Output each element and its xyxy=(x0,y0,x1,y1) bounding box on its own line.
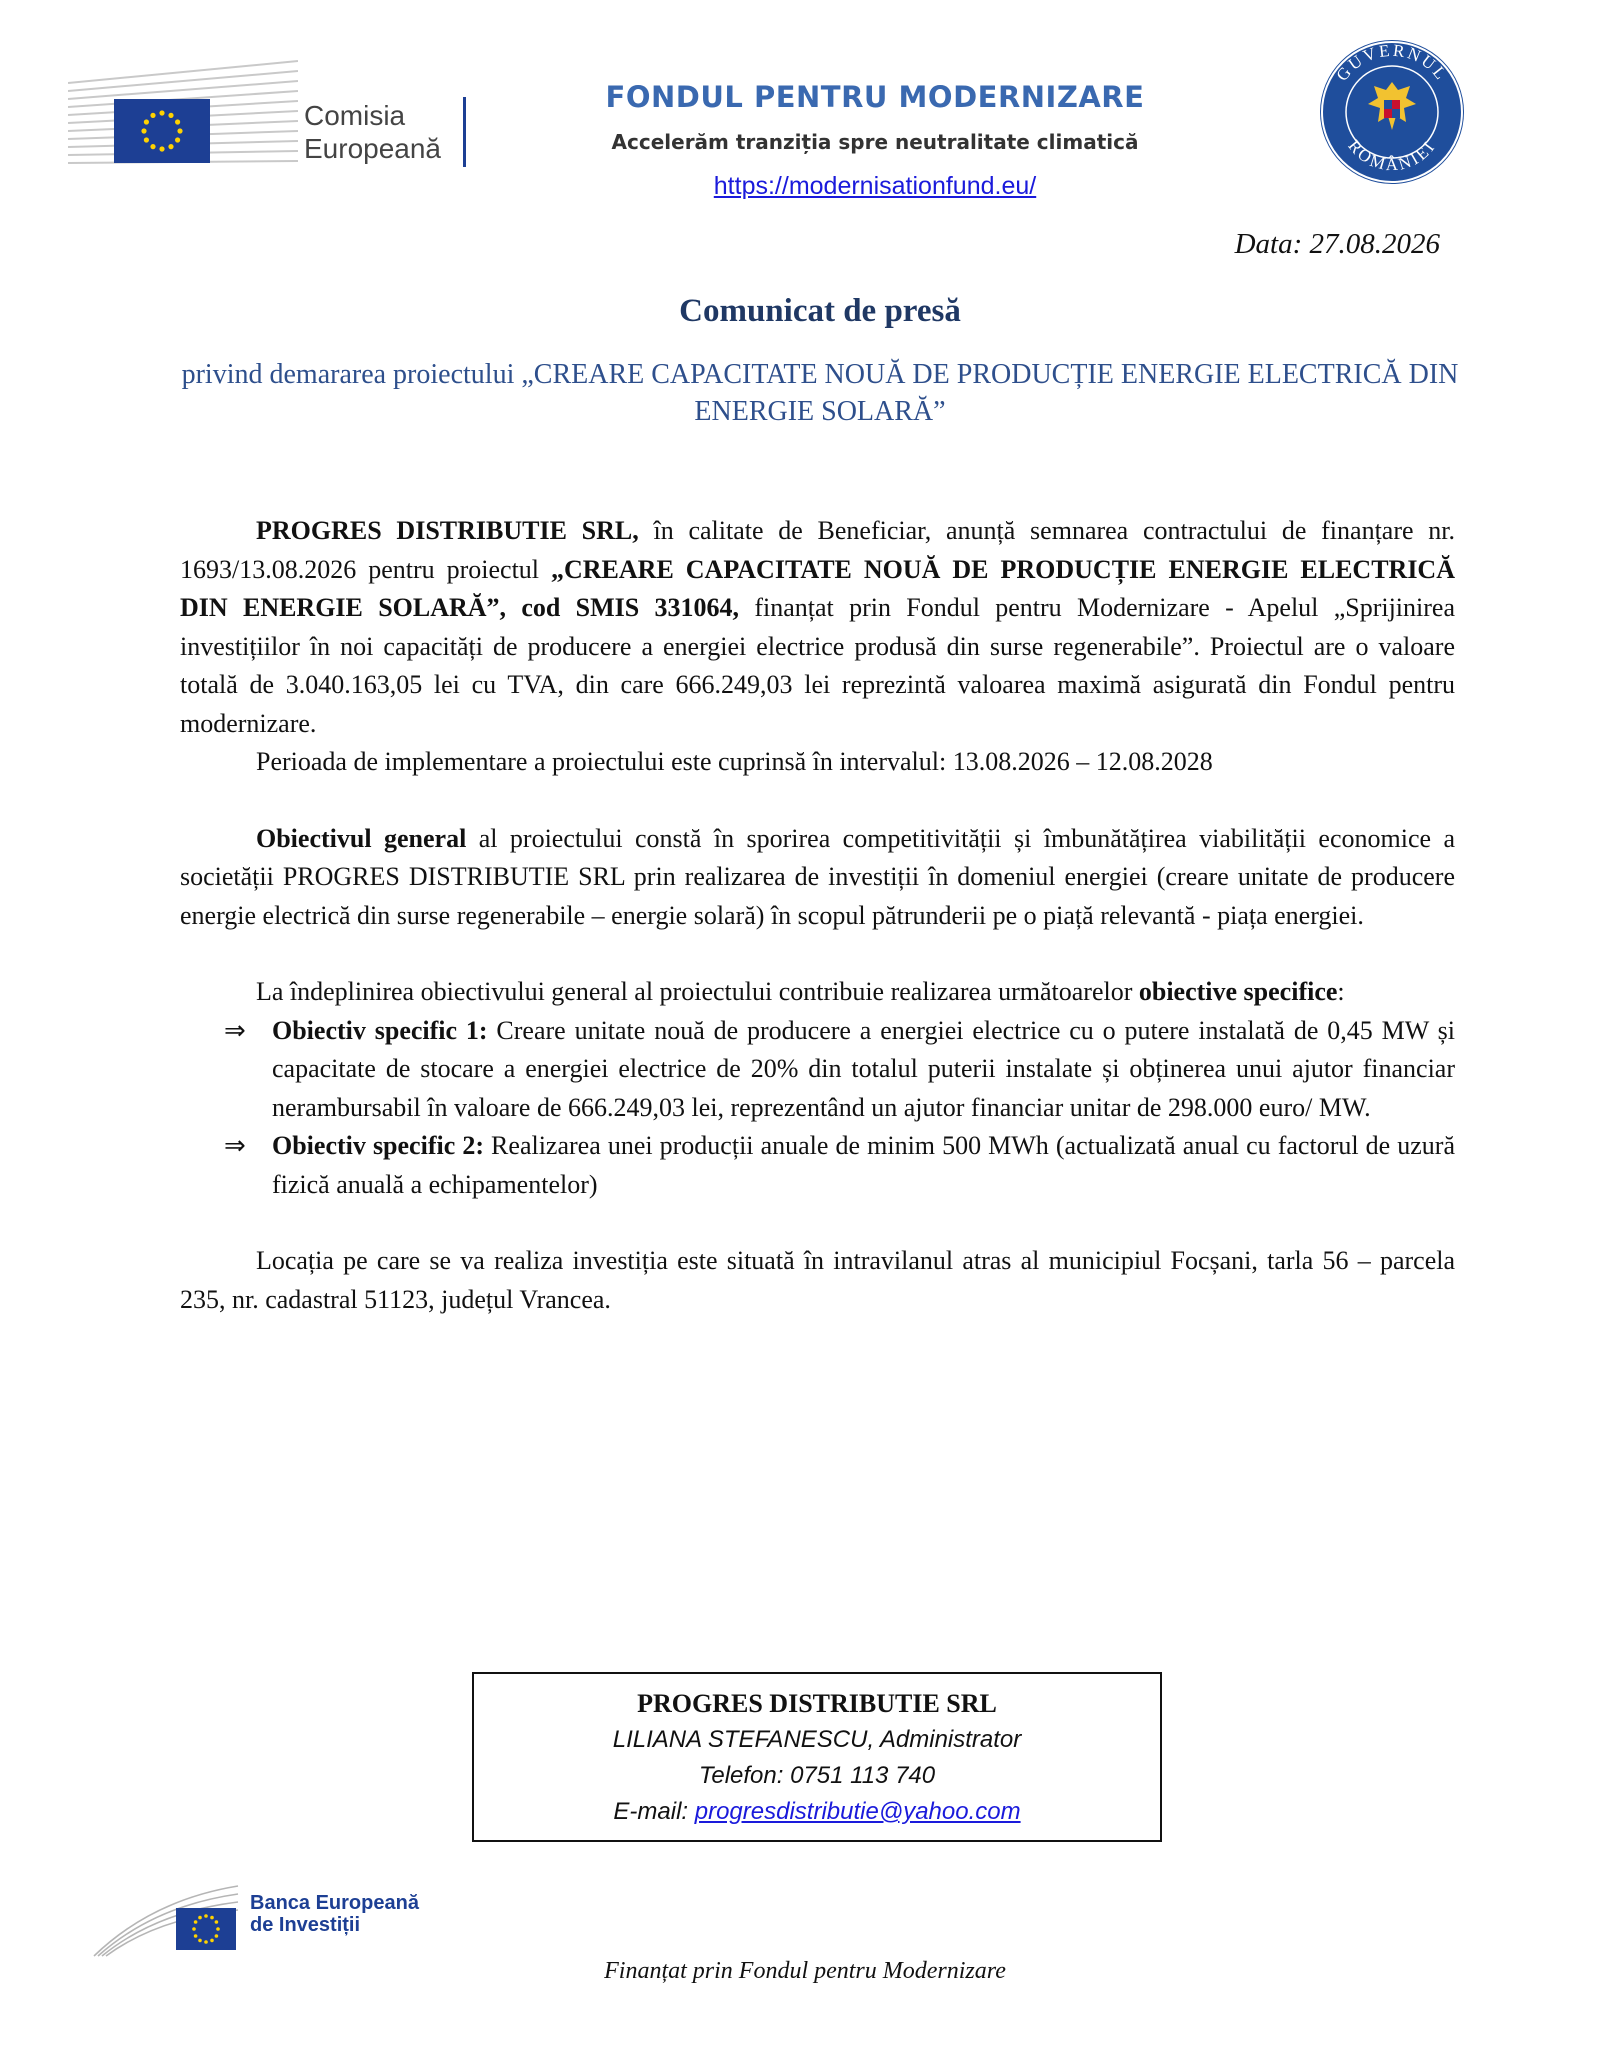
svg-text:GUVERNUL: GUVERNUL xyxy=(1332,40,1452,85)
ec-logo-divider xyxy=(463,97,466,167)
paragraph-general-objective xyxy=(180,820,1455,936)
contact-email-link[interactable]: progresdistributie@yahoo.com xyxy=(694,1798,1021,1825)
objective-item xyxy=(180,1012,1455,1128)
eu-flag-icon xyxy=(114,99,210,163)
eib-line1: Banca Europeană xyxy=(250,1892,419,1914)
paragraph-announcement xyxy=(180,512,1455,743)
eib-logo-text xyxy=(250,1892,419,1936)
document-date: Data: 27.08.2026 xyxy=(1234,228,1440,260)
paragraph-implementation-period: Perioada de implementare a proiectului este cuprinsă în intervalul: 13.08.2026 – 12.08.2028 xyxy=(256,747,1213,776)
fund-title: FONDUL PENTRU MODERNIZARE xyxy=(605,80,1145,114)
specific-objectives-colon: : xyxy=(1337,977,1345,1006)
press-release-title: Comunicat de presă xyxy=(679,293,961,329)
press-release-subtitle: privind demararea proiectului „CREARE CAPACITATE NOUĂ DE PRODUCȚIE ENERGIE ELECTRICĂ DIN ENERGIE SOLARĂ” xyxy=(181,359,1459,427)
fund-website-link[interactable]: https://modernisationfund.eu/ xyxy=(713,172,1037,200)
footer-funding-note: Finanțat prin Fondul pentru Modernizare xyxy=(604,1958,1006,1984)
eib-logo xyxy=(92,1880,432,1960)
objective-label: Obiectiv specific 1: xyxy=(272,1015,488,1045)
european-commission-logo xyxy=(68,55,468,171)
fund-subtitle: Accelerăm tranziția spre neutralitate climatică xyxy=(611,130,1139,154)
objective-text: Realizarea unei producții anuale de minim 500 MWh (actualizată anual cu factorul de uzură fizică anuală a echipamentelor) xyxy=(272,1131,1455,1199)
contact-email-label: E-mail: xyxy=(613,1798,695,1825)
contact-phone: Telefon: 0751 113 740 xyxy=(698,1762,936,1789)
contact-email-line xyxy=(474,1794,1160,1830)
ec-logo-line1: Comisia xyxy=(304,100,406,131)
eib-line2: de Investiții xyxy=(250,1914,361,1936)
contact-person: LILIANA STEFANESCU, Administrator xyxy=(612,1726,1022,1753)
arrow-bullet-icon: ⇒ xyxy=(224,1015,246,1045)
specific-objectives-label: obiective specifice xyxy=(1138,977,1338,1006)
press-release-body xyxy=(180,512,1455,1319)
ec-logo-line2: Europeană xyxy=(304,133,442,164)
general-objective-label: Obiectivul general xyxy=(256,823,467,853)
paragraph-specific-objectives-intro xyxy=(180,973,1455,1012)
announcement-text-1: în calitate de Beneficiar, anunță semnarea contractului de finanțare nr. 1693/13.08.2026 pentru proiectul xyxy=(180,516,1456,584)
government-of-romania-seal-icon xyxy=(1318,38,1466,186)
specific-objectives-intro-text: La îndeplinirea obiectivului general al proiectului contribuie realizarea următoarelor xyxy=(256,977,1139,1006)
company-name: PROGRES DISTRIBUTIE SRL, xyxy=(256,516,639,545)
objective-item xyxy=(180,1127,1455,1204)
svg-text:ROMÂNIEI: ROMÂNIEI xyxy=(1344,136,1440,175)
arrow-bullet-icon: ⇒ xyxy=(224,1131,246,1160)
project-name: „CREARE CAPACITATE NOUĂ DE PRODUCȚIE ENERGIE ELECTRICĂ DIN ENERGIE SOLARĂ”, cod SMIS 331064, xyxy=(180,554,1455,622)
general-objective-text: al proiectului constă în sporirea competitivității și îmbunătățirea viabilității economice a societății PROGRES DISTRIBUTIE SRL prin realizarea de investiții în domeniul energiei (creare unitate de producere energie electrică din surse regenerabile – energie solară) în scopul pătrunderii pe o piață relevantă - piața energiei. xyxy=(180,823,1455,930)
objective-text: Creare unitate nouă de producere a energiei electrice cu o putere instalată de 0,45 MW și capacitate de stocare a energiei electrice de 20% din totalul puterii instalate și obținerea unui ajutor financiar nerambursabil în valoare de 666.249,03 lei, reprezentând un ajutor financiar unitar de 298.000 euro/ MW. xyxy=(272,1015,1455,1122)
objective-label: Obiectiv specific 2: xyxy=(272,1131,484,1160)
ec-logo-text xyxy=(304,99,441,165)
contact-box xyxy=(472,1672,1162,1842)
eib-graphic-icon xyxy=(92,1880,242,1960)
announcement-text-2: finanțat prin Fondul pentru Modernizare - Apelul „Sprijinirea investițiilor în noi capacități de producere a energiei electrice produsă din surse regenerabile”. Proiectul are o valoare totală de 3.040.163,05 lei cu TVA, din care 666.249,03 lei reprezintă valoarea maximă asigurată din Fondul pentru modernizare. xyxy=(180,593,1455,738)
paragraph-location: Locația pe care se va realiza investiția este situată în intravilanul atras al municipiul Focșani, tarla 56 – parcela 235, nr. cadastral 51123, județul Vrancea. xyxy=(180,1246,1455,1314)
contact-company: PROGRES DISTRIBUTIE SRL xyxy=(637,1689,997,1718)
